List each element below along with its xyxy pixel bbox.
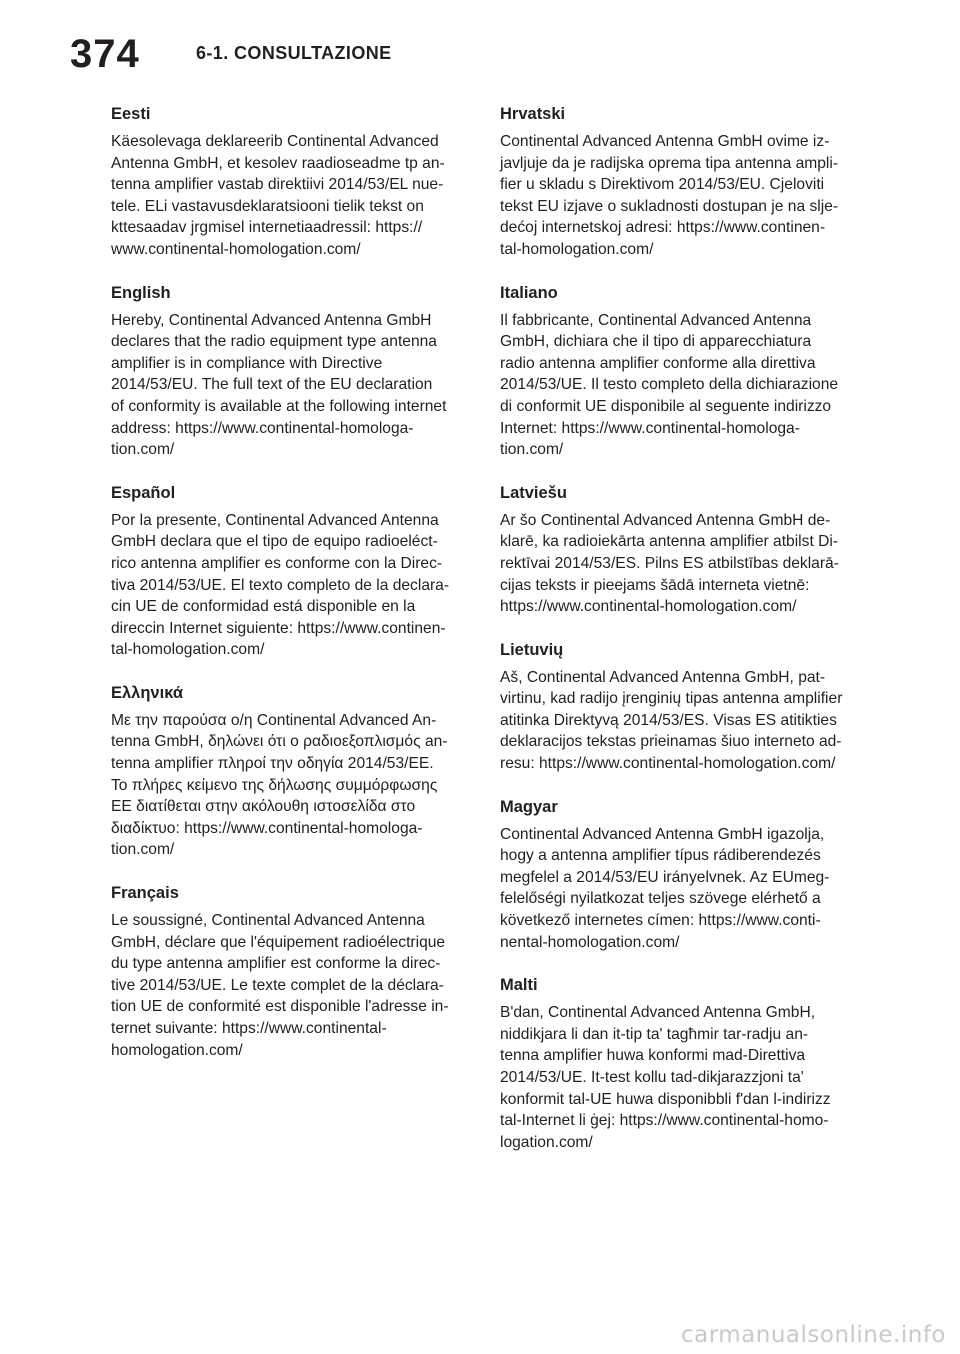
watermark: carmanualsonline.info (680, 1322, 946, 1348)
text-line: megfelel a 2014/53/EU irányelvnek. Az EUmeg- (500, 868, 830, 886)
text-line: logation.com/ (500, 1133, 593, 1151)
text-line: declares that the radio equipment type antenna (111, 333, 437, 351)
text-line: tal-Internet li ġej: https://www.continental-homo- (500, 1112, 829, 1130)
text-line: 2014/53/EU. The full text of the EU declaration (111, 376, 433, 394)
text-line: felelőségi nyilatkozat teljes szövege elérhető a (500, 890, 821, 908)
language-section (111, 483, 467, 661)
text-line: direccin Internet siguiente: https://www.continen- (111, 619, 446, 637)
language-section (500, 283, 856, 461)
text-line: of conformity is available at the following internet (111, 397, 447, 415)
text-line: di conformit UE disponibile al seguente indirizzo (500, 397, 832, 415)
text-line: dećoj internetskoj adresi: https://www.continen- (500, 219, 826, 237)
language-section (500, 975, 856, 1153)
text-line: tion UE de conformité est disponible l'adresse in- (111, 998, 449, 1016)
text-line: Internet: https://www.continental-homologa- (500, 419, 800, 437)
text-line: διαδίκτυο: https://www.continental-homologa- (111, 819, 423, 837)
text-line: klarē, ka radioiekārta antenna amplifier atbilst Di- (500, 533, 839, 551)
language-section (500, 797, 856, 954)
text-line: Continental Advanced Antenna GmbH igazolja, (500, 825, 825, 843)
text-line: tenna GmbH, δηλώνει ότι ο ραδιοεξοπλισμός an- (111, 733, 448, 751)
section-heading: Eesti (111, 105, 151, 123)
text-line: address: https://www.continental-homologa- (111, 419, 414, 437)
text-line: Hereby, Continental Advanced Antenna GmbH (111, 311, 432, 329)
text-line: Le soussigné, Continental Advanced Antenna (111, 912, 425, 930)
text-line: Με την παρούσα ο/η Continental Advanced An- (111, 711, 437, 729)
text-line: kttesaadav jrgmisel internetiaadressil: https:// (111, 219, 423, 237)
page-number: 374 (70, 32, 140, 76)
text-line: homologation.com/ (111, 1041, 243, 1059)
text-line: tele. ELi vastavusdeklaratsiooni tielik tekst on (111, 197, 424, 215)
text-line: atitinka Direktyvą 2014/53/ES. Visas ES atitikties (500, 711, 837, 729)
text-line: tion.com/ (500, 441, 564, 459)
language-section (111, 283, 467, 461)
text-line: tal-homologation.com/ (500, 240, 654, 258)
text-line: 2014/53/UE. Il testo completo della dichiarazione (500, 376, 839, 394)
section-heading: Lietuvių (500, 640, 564, 659)
section-heading: Ελληνικά (111, 683, 183, 702)
text-line: tal-homologation.com/ (111, 641, 265, 659)
language-section (111, 683, 467, 861)
right-column (500, 104, 856, 1175)
text-line: 2014/53/UE. It-test kollu tad-dikjarazzjoni ta' (500, 1069, 804, 1086)
text-line: Il fabbricante, Continental Advanced Antenna (500, 311, 812, 329)
text-line: ΕΕ διατίθεται στην ακόλουθη ιστοσελίδα στο (111, 798, 416, 816)
text-line: tenna amplifier huwa konformi mad-Direttiva (500, 1047, 806, 1065)
language-section (500, 640, 856, 775)
page-header (0, 0, 960, 90)
language-section (111, 104, 467, 261)
text-line: virtinu, kad radijo įrenginių tipas antenna amplifier (500, 690, 843, 708)
text-line: rico antenna amplifier es conforme con la Direc- (111, 554, 443, 572)
text-line: Aš, Continental Advanced Antenna GmbH, pat- (500, 668, 826, 686)
text-line: rektīvai 2014/53/ES. Pilns ES atbilstības deklarā- (500, 554, 839, 572)
section-heading: Español (111, 483, 176, 502)
text-line: Continental Advanced Antenna GmbH ovime iz- (500, 133, 830, 150)
text-line: niddikjara li dan it-tip ta' tagħmir tar-radju an- (500, 1025, 809, 1043)
section-heading: Magyar (500, 797, 558, 816)
text-line: hogy a antenna amplifier típus rádiberendezés (500, 847, 821, 865)
text-line: B'dan, Continental Advanced Antenna GmbH, (500, 1004, 816, 1022)
text-line: tiva 2014/53/UE. El texto completo de la declara- (111, 576, 450, 594)
language-section (111, 883, 467, 1061)
text-line: www.continental-homologation.com/ (111, 240, 361, 258)
chapter-title: 6-1. CONSULTAZIONE (196, 43, 392, 63)
text-line: Por la presente, Continental Advanced Antenna (111, 511, 439, 529)
text-line: tive 2014/53/UE. Le texte complet de la déclara- (111, 976, 444, 994)
text-line: GmbH, déclare que l'équipement radioélectrique (111, 933, 446, 951)
section-heading: Français (111, 884, 179, 903)
text-line: fier u skladu s Direktivom 2014/53/EU. Cjeloviti (500, 176, 825, 194)
text-line: ternet suivante: https://www.continental- (111, 1020, 387, 1037)
section-heading: Latviešu (500, 483, 567, 502)
text-line: következő internetes címen: https://www.conti- (500, 912, 821, 930)
text-line: konformit tal-UE huwa disponibbli f'dan l-indirizz (500, 1090, 831, 1108)
language-section (500, 483, 856, 618)
text-line: du type antenna amplifier est conforme la direc- (111, 955, 441, 973)
section-heading: Malti (500, 976, 538, 995)
text-line: tion.com/ (111, 841, 175, 859)
text-line: Käesolevaga deklareerib Continental Advanced (111, 133, 439, 150)
text-line: Ar šo Continental Advanced Antenna GmbH de- (500, 511, 831, 529)
text-line: resu: https://www.continental-homologation.com/ (500, 755, 836, 773)
text-line: cin UE de conformidad está disponible en la (111, 598, 416, 616)
text-line: GmbH declara que el tipo de equipo radioeléct- (111, 533, 438, 551)
text-line: GmbH, dichiara che il tipo di apparecchiatura (500, 333, 812, 351)
text-line: https://www.continental-homologation.com/ (500, 598, 797, 616)
text-line: nental-homologation.com/ (500, 933, 680, 951)
section-heading: English (111, 283, 171, 302)
text-line: tenna amplifier vastab direktiivi 2014/53/EL nue- (111, 176, 444, 194)
text-line: cijas teksts ir pieejams šādā interneta vietnē: (500, 576, 810, 594)
text-line: tekst EU izjave o sukladnosti dostupan je na slje- (500, 197, 839, 215)
section-heading: Hrvatski (500, 105, 566, 123)
text-line: deklaracijos tekstas prieinamas šiuo interneto ad- (500, 733, 842, 751)
text-line: Το πλήρες κείμενο της δήλωσης συμμόρφωσης (111, 776, 438, 794)
text-line: javljuje da je radijska oprema tipa antenna ampli- (500, 154, 839, 172)
text-line: tenna amplifier πληροί την οδηγία 2014/53/ΕΕ. (111, 755, 434, 773)
text-line: amplifier is in compliance with Directive (111, 354, 383, 372)
language-section (500, 104, 856, 261)
left-column (111, 104, 467, 1083)
text-line: radio antenna amplifier conforme alla direttiva (500, 354, 816, 372)
section-heading: Italiano (500, 283, 558, 302)
text-line: tion.com/ (111, 441, 175, 459)
text-line: Antenna GmbH, et kesolev raadioseadme tp an- (111, 154, 445, 172)
